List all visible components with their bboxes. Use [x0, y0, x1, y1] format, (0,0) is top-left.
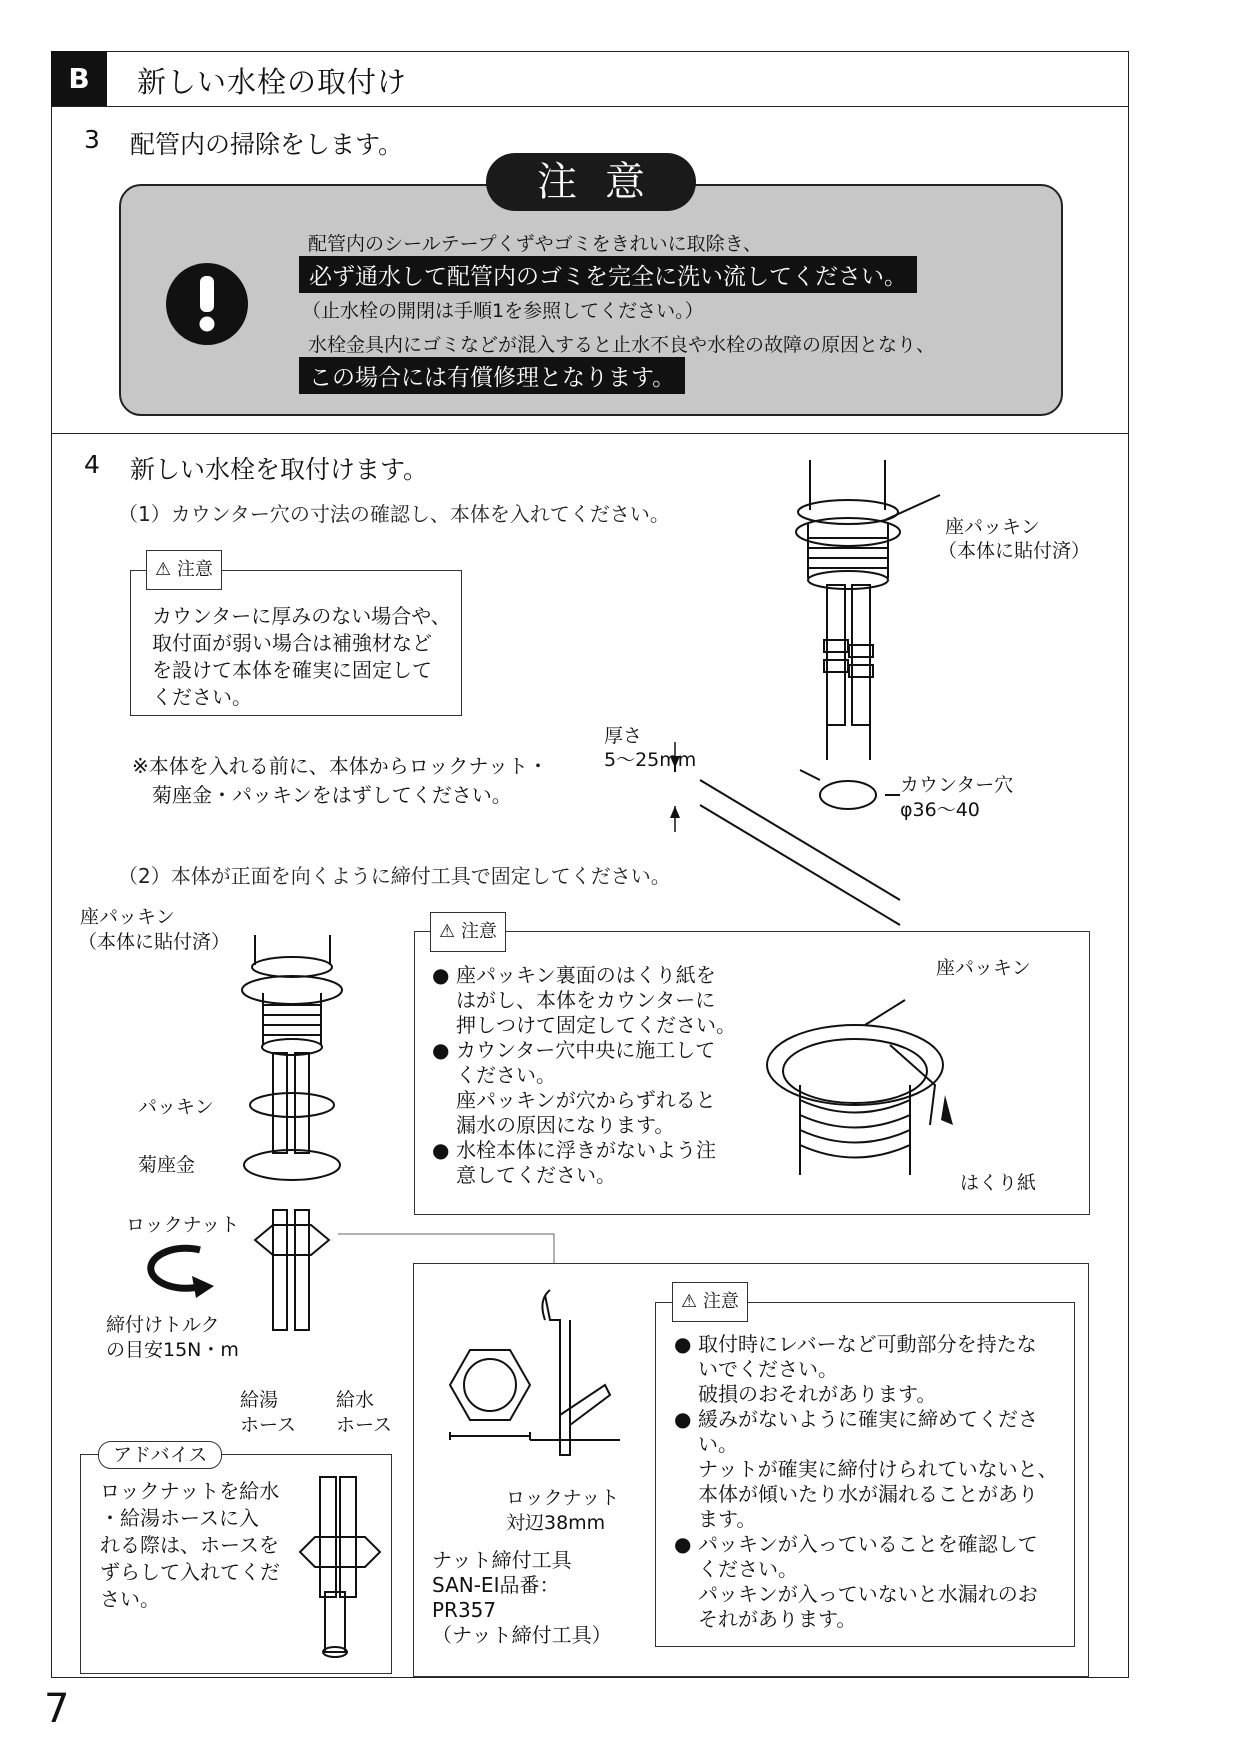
- fig1-thickness-label: 厚さ: [604, 725, 643, 747]
- caution-main-highlight2: この場合には有償修理となります。: [299, 357, 685, 394]
- nut-wrench-illustration: [430, 1290, 650, 1460]
- note2-seat-packing-label: 座パッキン: [936, 957, 1031, 979]
- tool-across-flats-label: 対辺38mm: [506, 1512, 606, 1534]
- fig2-torque-line2: の目安15N・m: [106, 1339, 239, 1361]
- page-number: 7: [44, 1686, 70, 1732]
- remark-line: ※本体を入れる前に、本体からロックナット・: [132, 754, 548, 778]
- caution-main-line2: （止水栓の開閉は手順1を参照してください。）: [302, 300, 704, 322]
- hot-hose-line: ホース: [240, 1414, 297, 1436]
- fig1-thickness-value: 5〜25mm: [604, 749, 697, 771]
- note3-item: ● 取付時にレバーなど可動部分を持たな いでください。 破損のおそれがあります。: [674, 1332, 1058, 1407]
- warning-icon: ⚠: [155, 559, 172, 580]
- note1-line: を設けて本体を確実に固定して: [152, 658, 432, 682]
- note1-line: ください。: [152, 685, 252, 709]
- fig2-locknut-label: ロックナット: [126, 1214, 240, 1236]
- note2-text: [432, 963, 736, 1188]
- caution-main-highlight1: 必ず通水して配管内のゴミを完全に洗い流してください。: [299, 256, 917, 293]
- note3-tag-label: 注意: [702, 1291, 739, 1312]
- seat-packing-detail-illustration: [755, 985, 965, 1185]
- note1-tag: [146, 550, 222, 590]
- fig2-torque-line1: 締付けトルク: [106, 1314, 220, 1336]
- note1-line: 取付面が弱い場合は補強材など: [152, 631, 432, 655]
- step4-sub1: （1）カウンター穴の寸法の確認し、本体を入れてください。: [118, 502, 670, 526]
- section-divider: [51, 433, 1129, 434]
- caution-main-tag: 注意: [486, 153, 696, 211]
- tool-text: ナット締付工具 SAN-EI品番： PR357 （ナット締付工具）: [432, 1548, 612, 1647]
- section-badge: B: [51, 51, 107, 106]
- caution-main-line1: 配管内のシールテープくずやゴミをきれいに取除き、: [308, 233, 762, 255]
- note1-line: カウンターに厚みのない場合や、: [152, 604, 451, 628]
- fig2-seat-packing-label: 座パッキン: [80, 906, 175, 928]
- note1-text: [152, 603, 451, 711]
- note2-item: ● カウンター穴中央に施工して ください。 座パッキンが穴からずれると 漏水の原因になります。: [432, 1038, 736, 1138]
- note1-tag-label: 注意: [176, 559, 213, 580]
- note3-tag: [672, 1282, 748, 1322]
- note2-release-paper-label: はくり紙: [960, 1172, 1037, 1194]
- fig1-counter-hole-value: φ36〜40: [900, 799, 980, 821]
- step4-number: 4: [84, 450, 100, 479]
- warning-icon: ⚠: [681, 1291, 698, 1312]
- fig2-packing-label: パッキン: [138, 1096, 214, 1118]
- exclamation-icon: [165, 262, 249, 346]
- fig1-seat-packing-label: 座パッキン: [945, 516, 1040, 538]
- fig2-hot-hose-label: [240, 1388, 296, 1438]
- cold-hose-line: ホース: [336, 1414, 393, 1436]
- advice-tag: アドバイス: [98, 1441, 222, 1469]
- caution-main-line3: 水栓金具内にゴミなどが混入すると止水不良や水栓の故障の原因となり、: [308, 334, 936, 356]
- note2-tag: [430, 912, 506, 952]
- step4-sub2: （2）本体が正面を向くように締付工具で固定してください。: [118, 864, 671, 888]
- tool-locknut-label: ロックナット: [506, 1487, 620, 1509]
- note2-tag-label: 注意: [460, 921, 497, 942]
- fig2-washer-label: 菊座金: [138, 1154, 196, 1176]
- remark-line: 菊座金・パッキンをはずしてください。: [152, 783, 512, 807]
- note3-text: [674, 1332, 1058, 1632]
- cold-hose-line: 給水: [336, 1389, 375, 1411]
- step3-number: 3: [84, 125, 100, 154]
- note3-item: ● 緩みがないように確実に締めてくださ い。 ナットが確実に締付けられていないと、 本体が傾いたり水が漏れることがあり ます。: [674, 1407, 1058, 1532]
- section-title: 新しい水栓の取付け: [137, 65, 408, 99]
- note3-item: ● パッキンが入っていることを確認して ください。 パッキンが入っていないと水漏れのお それがあります。: [674, 1532, 1058, 1632]
- advice-text: ロックナットを給水 ・給湯ホースに入 れる際は、ホースを ずらして入れてくだ さい。: [100, 1479, 280, 1611]
- fig1-counter-hole-label: カウンター穴: [900, 774, 1014, 796]
- faucet-counter-illustration: [700, 460, 1130, 900]
- note2-item: ● 水栓本体に浮きがないよう注 意してください。: [432, 1138, 736, 1188]
- hot-hose-line: 給湯: [240, 1389, 279, 1411]
- advice-illustration: [295, 1472, 385, 1662]
- step4-title: 新しい水栓を取付けます。: [130, 455, 429, 484]
- fig2-cold-hose-label: [336, 1388, 392, 1438]
- note2-item: ● 座パッキン裏面のはくり紙を はがし、本体をカウンターに 押しつけて固定してください。: [432, 963, 736, 1038]
- fig1-seat-packing-note: （本体に貼付済）: [938, 540, 1091, 562]
- fig2-seat-packing-note: （本体に貼付済）: [78, 931, 231, 953]
- warning-icon: ⚠: [439, 921, 456, 942]
- section-header: [51, 51, 1129, 107]
- remark-text: [132, 752, 548, 810]
- step3-title: 配管内の掃除をします。: [130, 130, 404, 159]
- rotate-arrow-icon: [140, 1240, 220, 1300]
